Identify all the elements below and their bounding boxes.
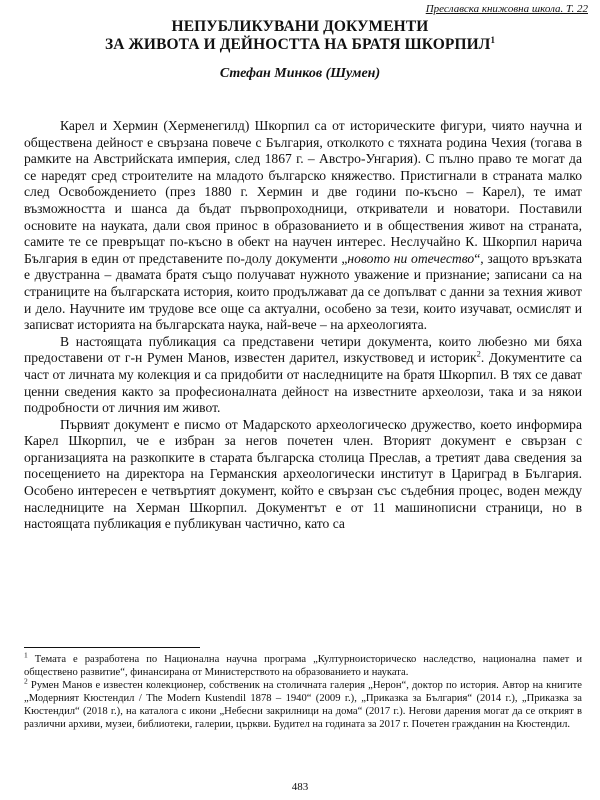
author-name: Стефан Минков (Шумен) — [219, 66, 381, 81]
paragraph-2-footnote-marker[interactable]: 2 — [476, 348, 481, 359]
running-header: Преславска книжовна школа. Т. 22 — [425, 3, 588, 15]
article-title — [20, 18, 580, 54]
paragraph-3: Първият документ е писмо от Мадарското археологическо дружество, което информира Карел Шкорпил, че е избран за негов почетен член. Вторият документ е свързан с организацията на разкопките в старата българска столица Преслав, а третият дава сведения за посещението на директора на Германския археологически институт в Цариград в България. Особено интересен е четвъртият документ, който е свързан със съдебния процес, воден между наследниците на Херман Шкорпил. Документът е от 11 машинописни страници, но в настоящата публикация е публикуван частично, като са — [24, 416, 582, 532]
paragraph-1 — [24, 118, 582, 334]
title-footnote-marker[interactable]: 1 — [490, 34, 496, 45]
article-body — [24, 118, 582, 533]
paragraph-2 — [24, 334, 582, 417]
paragraph-2-text-end: . Документите са част от личната му колекция и са придобити от наследниците на братя Шкорпил. В тях се дават ценни сведения както за професионалната дейност на известните археолози, така и за някои подробности от личния им живот. — [24, 350, 582, 416]
paragraph-1-quote: новото ни отечество — [347, 250, 475, 266]
paragraph-2-text: В настоящата публикация са представени четири документа, които любезно ми бяха предоставени от г-н Румен Манов, известен дарител, изкуствовед и историк — [24, 333, 582, 366]
paragraph-1-text-end: “, защото връзката е двустранна – двамата братя също получават нужното уважение и признание; записани са на страниците на българската история, които продължават да се допълват с данни за техния живот и дело. Научните им трудове все още са актуални, особено за тези, които изучават, осмислят и записват историята на българската наука, най-вече – на археологията. — [24, 250, 582, 333]
footnote-1-text: Темата е разработена по Национална научна програма „Културноисторическо наследство, национална памет и обществено развитие“, финансирана от Министерството на образованието и науката. — [24, 654, 582, 678]
paragraph-1-text: Карел и Хермин (Херменегилд) Шкорпил са от историческите фигури, чиято научна и обществена дейност е свързана повече с България, отколкото с тяхната родина Чехия (тогава в рамките на Австрийската империя, след 1867 г. – Австро-Унгария). С пълно право те могат да се наредят сред строителите на младото българско княжество. Пристигнали в страната малко след Освобождението (през 1880 г. Хермин и две години по-късно – Карел), те имат възможността и шанса да бъдат първопроходници, откриватели и новатори. Поставили основите на науката, дали своя принос в образованието и в обществения живот на страната, самите те се превръщат по-късно в обект на научен интерес. Неслучайно К. Шкорпил нарича България в един от представените по-долу документи „ — [24, 118, 582, 266]
footnote-1 — [24, 650, 582, 679]
page-number: 483 — [291, 781, 309, 793]
footnote-2-marker: 2 — [24, 676, 28, 686]
title-line-2 — [20, 36, 580, 54]
title-line-2-text: ЗА ЖИВОТА И ДЕЙНОСТТА НА БРАТЯ ШКОРПИЛ — [104, 36, 491, 53]
footnote-1-marker: 1 — [24, 650, 28, 660]
title-line-1: НЕПУБЛИКУВАНИ ДОКУМЕНТИ — [171, 18, 429, 35]
footnote-2 — [24, 676, 582, 731]
footnotes — [24, 650, 582, 731]
footnote-2-text: Румен Манов е известен колекционер, собственик на столичната галерия „Нерон“, доктор по история. Автор на книгите „Модерният Кюстендил / The Modern Kustendil 1878 – 1940“ (2009 г.), „Приказка за България“ (2014 г.), „Приказка за Кюстендил“ (2018 г.), на каталога с икони „Небесни закрилници на дома“ (2017 г.). Негови дарения могат да се открият в различни архиви, музеи, библиотеки, галерии, църкви. Будител на годината за 2017 г. Почетен гражданин на Кюстендил. — [24, 680, 582, 730]
footnote-divider — [24, 647, 200, 648]
